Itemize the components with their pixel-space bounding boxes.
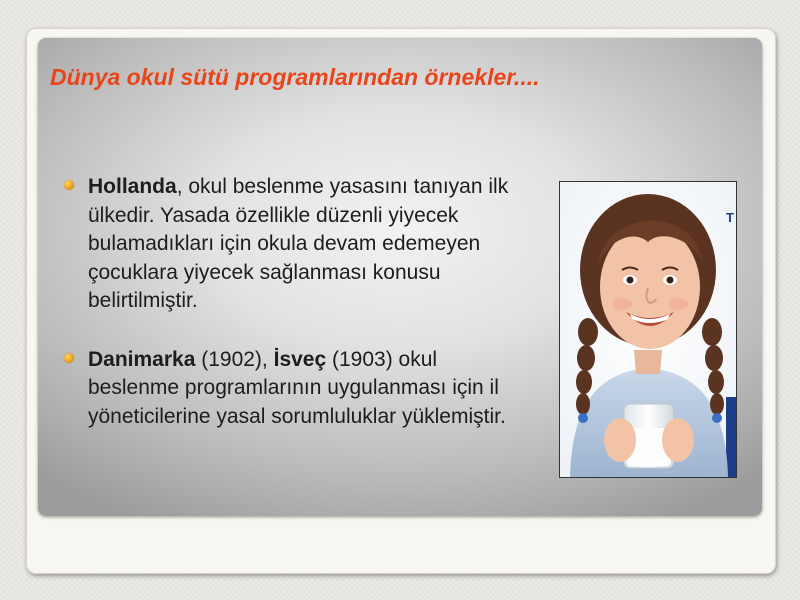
photo-girl-with-milk xyxy=(559,181,737,478)
country-name: İsveç xyxy=(273,347,327,371)
slide-title: Dünya okul sütü programlarından örnekler.... xyxy=(50,64,540,90)
bullet-body: , okul beslenme yasasını tanıyan ilk ülkedir. Yasada özellikle düzenli yiyecek bulamadıkları için okula devam edemeyen çocuklara yiyecek sağlanması konusu belirtilmiştir. xyxy=(88,175,509,312)
bullet-item-hollanda xyxy=(62,173,512,316)
bullet-item-danimarka-isvec xyxy=(62,346,512,432)
photo-corner-letter: T xyxy=(726,210,734,225)
bullet-dot-icon xyxy=(64,180,74,190)
country-name: Hollanda xyxy=(88,175,177,198)
bullet-body: (1903) okul beslenme programlarının uygulanması için il yöneticilerine yasal sorumluluklar yüklemiştir. xyxy=(88,347,506,428)
bullet-list xyxy=(62,173,512,431)
bullet-text xyxy=(88,173,512,316)
bullet-body: (1902), xyxy=(195,347,274,371)
bullet-dot-icon xyxy=(64,353,74,363)
girl-photo-illustration xyxy=(560,182,736,477)
country-name: Danimarka xyxy=(88,347,196,371)
bullet-text xyxy=(88,346,512,432)
